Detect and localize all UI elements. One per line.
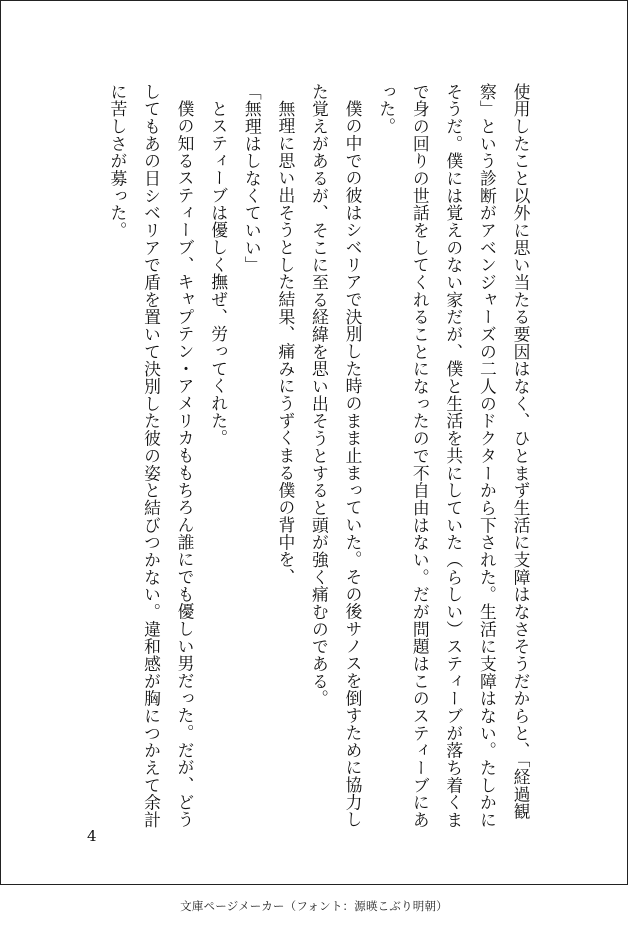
vertical-text-body [107,83,537,843]
paragraph-1: 使用したこと以外に思い当たる要因はなく、ひとまず生活に支障はなさそうだからと、「経過観察」という診断がアベンジャーズの二人のドクターから下された。生活に支障はない。たしかにそうだ。僕には覚えのない家だが、僕と生活を共にしていた（らしい）スティーブが落ち着くまで身の回りの世話をしてくれることになったので不自由はない。だが問題はこのスティーブにあった。 [376,83,531,829]
paragraph-dialogue: 「無理はしなくていい」 [242,83,263,274]
paragraph-5: とスティーブは優しく撫ぜ、労ってくれた。 [208,99,229,447]
paragraph-2: 僕の中での彼はシベリアで決別した時のまま止まっていた。その後サノスを倒すために協力した覚えがあるが、そこに至る経緯を思い出そうとすると頭が強く痛むのである。 [309,83,364,829]
page-number: 4 [87,827,97,845]
footer-caption: 文庫ページメーカー（フォント：源暎こぶり明朝） [180,899,448,913]
paragraph-3: 無理に思い出そうとした結果、痛みにうずくまる僕の背中を、 [275,99,296,586]
paragraph-6: 僕の知るスティーブ、キャプテン・アメリカももちろん誰にでも優しい男だった。だが、どうしてもあの日シベリアで盾を置いて決別した彼の姿と結びつかない。違和感が胸につかえて余計に苦しさが募った。 [107,83,196,829]
